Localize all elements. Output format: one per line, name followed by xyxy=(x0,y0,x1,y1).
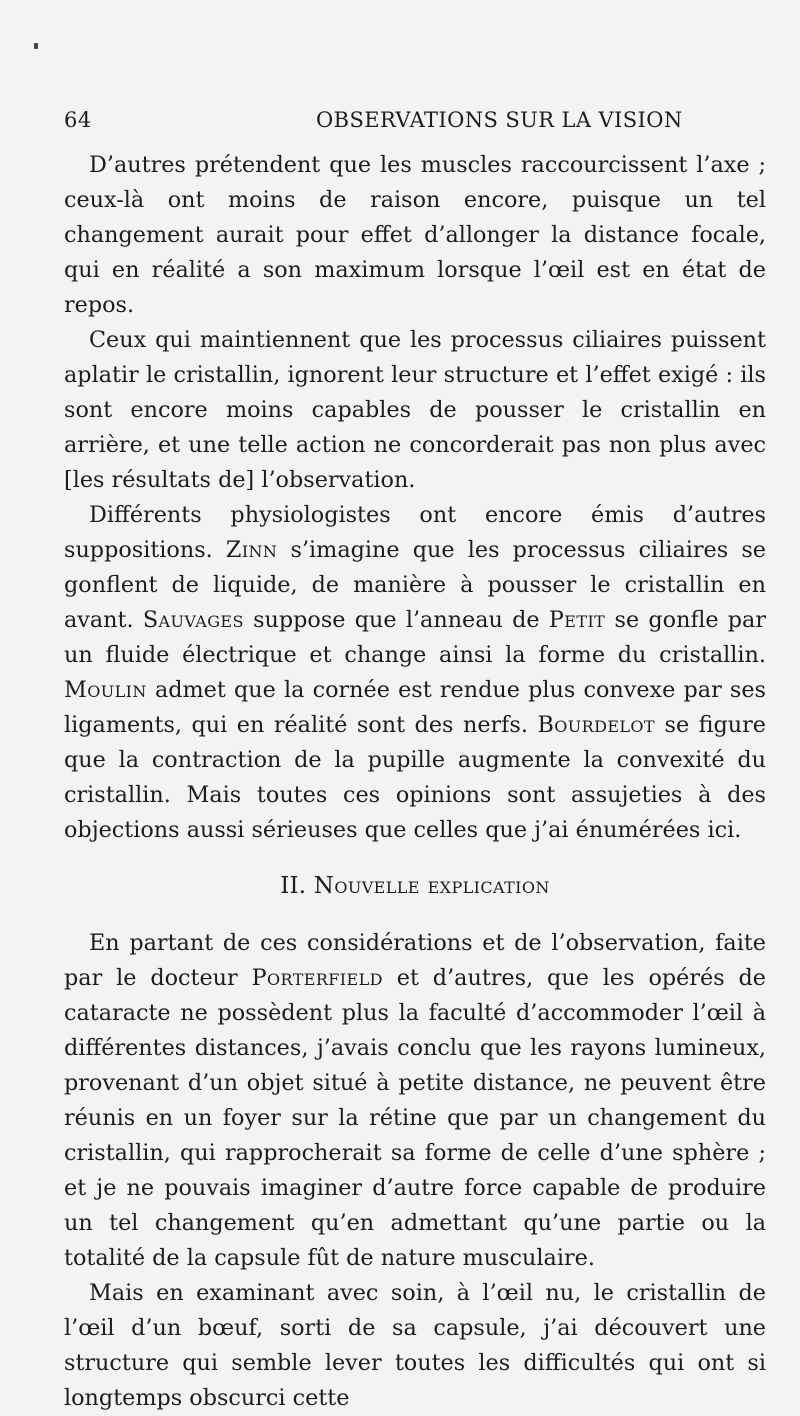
margin-mark xyxy=(34,43,38,49)
body-text xyxy=(64,148,766,1416)
author-name-bourdelot: Bourdelot xyxy=(537,712,656,738)
paragraph-1: D’autres prétendent que les muscles raccourcissent l’axe ; ceux-là ont moins de raison encore, puisque un tel changement aurait pour effet d’allonger la distance focale, qui en réalité a son maximum lorsque l’œil est en état de repos. xyxy=(64,152,766,318)
section-heading xyxy=(64,868,766,904)
running-title: OBSERVATIONS SUR LA VISION xyxy=(316,108,683,132)
author-name-moulin: Moulin xyxy=(64,677,147,703)
paragraph-2: Ceux qui maintiennent que les processus ciliaires puissent aplatir le cristallin, ignorent leur structure et l’effet exigé : ils sont encore moins capables de pousser le cristallin en arrière, et une telle action ne concorderait pas non plus avec [les résultats de] l’observation. xyxy=(64,327,766,493)
paragraph-5: Mais en examinant avec soin, à l’œil nu, le cristallin de l’œil d’un bœuf, sorti de sa capsule, j’ai découvert une structure qui semble lever toutes les difficultés qui ont si longtemps obscurci cette xyxy=(64,1280,766,1411)
paragraph-4-text: En partant de ces considérations et de l’observation, faite par le docteur xyxy=(64,930,766,991)
author-name-sauvages: Sauvages xyxy=(142,607,244,633)
paragraph-3-text: se figure que la contraction de la pupille augmente la convexité du cristallin. Mais toutes ces opinions sont assujeties à des objections aussi sérieuses que celles que j’ai énumérées ici. xyxy=(64,712,766,843)
section-numeral: II. xyxy=(280,873,307,899)
paragraph-3-text: suppose que l’anneau de xyxy=(243,607,549,633)
author-name-porterfield: Porterfield xyxy=(251,965,383,991)
paragraph-3-text: Différents physiologistes ont encore émis d’autres suppositions. xyxy=(64,502,766,563)
author-name-petit: Petit xyxy=(548,607,606,633)
paragraph-3-text: admet que la cornée est rendue plus convexe par ses ligaments, qui en réalité sont des nerfs. xyxy=(64,677,766,738)
paragraph-3 xyxy=(64,498,766,848)
paragraph-3-text: se gonfle par un fluide électrique et change ainsi la forme du cristallin. xyxy=(64,607,766,668)
paragraph-4-text: et d’autres, que les opérés de cataracte ne possèdent plus la faculté d’accommoder l’œil à différentes distances, j’avais conclu que les rayons lumineux, provenant d’un objet situé à petite distance, ne peuvent être réunis en un foyer sur la rétine que par un changement du cristallin, qui rapprocherait sa forme de celle d’une sphère ; et je ne pouvais imaginer d’autre force capable de produire un tel changement qu’en admettant qu’une partie ou la totalité de la capsule fût de nature musculaire. xyxy=(64,965,766,1271)
paragraph-4 xyxy=(64,926,766,1276)
section-title: Nouvelle explication xyxy=(313,873,550,899)
author-name-zinn: Zinn xyxy=(225,537,278,563)
page-number: 64 xyxy=(64,108,92,132)
paragraph-3-text: s’imagine que les processus ciliaires se gonflent de liquide, de manière à pousser le cristallin en avant. xyxy=(64,537,766,633)
page-header xyxy=(64,108,683,138)
